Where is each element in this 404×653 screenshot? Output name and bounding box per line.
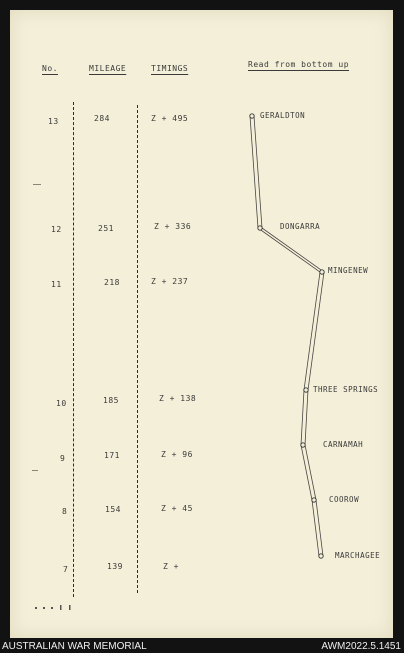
document-page	[10, 10, 393, 638]
row-timing: Z + 45	[161, 504, 193, 513]
header-read-note: Read from bottom up	[248, 60, 350, 69]
row-no: 8	[62, 507, 68, 516]
row-no: 10	[56, 399, 67, 408]
route-line-drawing	[10, 10, 393, 638]
route-line-outer	[250, 116, 320, 556]
stop-marker	[312, 498, 316, 502]
stop-label-geraldton: GERALDTON	[260, 111, 306, 120]
stop-marker	[304, 388, 308, 392]
stop-marker	[319, 554, 323, 558]
row-timing: Z + 495	[151, 114, 189, 123]
stop-label-carnamah: CARNAMAH	[323, 440, 364, 449]
stop-label-three-springs: THREE SPRINGS	[313, 385, 379, 394]
row-mileage: 139	[107, 562, 123, 571]
row-timing: Z + 237	[151, 277, 189, 286]
stop-marker	[320, 270, 324, 274]
header-mileage: MILEAGE	[89, 64, 127, 73]
stop-label-marchagee: MARCHAGEE	[335, 551, 381, 560]
stop-marker	[301, 443, 305, 447]
stop-label-dongarra: DONGARRA	[280, 222, 321, 231]
row-no: 7	[63, 565, 69, 574]
route-line-inner	[254, 116, 324, 556]
row-mileage: 284	[94, 114, 110, 123]
header-timings: TIMINGS	[151, 64, 189, 73]
row-no: 13	[48, 117, 59, 126]
row-timing: Z + 96	[161, 450, 193, 459]
stop-label-mingenew: MINGENEW	[328, 266, 369, 275]
stray-mark	[32, 470, 38, 471]
row-timing: Z + 138	[159, 394, 197, 403]
row-timing: Z + 336	[154, 222, 192, 231]
row-no: 11	[51, 280, 62, 289]
row-mileage: 185	[103, 396, 119, 405]
stop-marker	[258, 226, 262, 230]
row-mileage: 251	[98, 224, 114, 233]
header-no: No.	[42, 64, 58, 73]
row-no: 12	[51, 225, 62, 234]
stop-label-coorow: COOROW	[329, 495, 360, 504]
bottom-typed-marks	[33, 596, 78, 604]
footer-archive-name: AUSTRALIAN WAR MEMORIAL	[2, 641, 147, 652]
row-mileage: 171	[104, 451, 120, 460]
row-no: 9	[60, 454, 66, 463]
footer-accession-number: AWM2022.5.1451	[321, 641, 401, 652]
row-mileage: 154	[105, 505, 121, 514]
row-mileage: 218	[104, 278, 120, 287]
stray-mark	[33, 184, 41, 185]
stop-marker	[250, 114, 254, 118]
row-timing: Z +	[163, 562, 179, 571]
